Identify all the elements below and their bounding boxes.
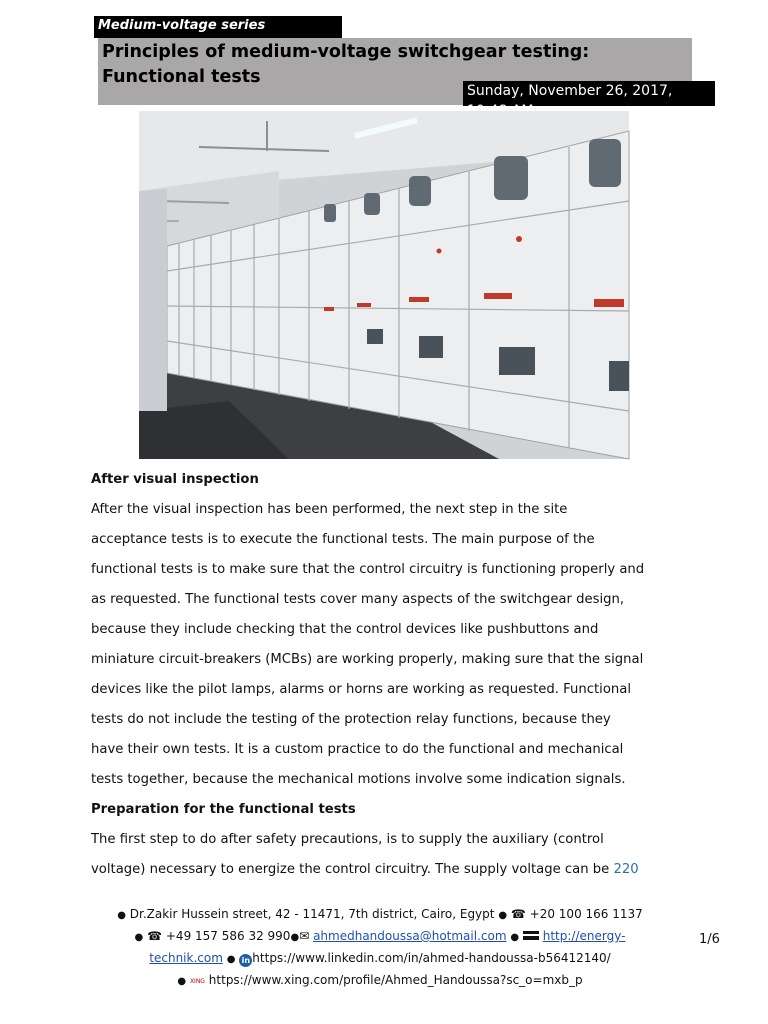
phone-number-2: +49 157 586 32 990 — [165, 929, 291, 943]
address-text: Dr.Zakir Hussein street, 42 - 11471, 7th district, Cairo, Egypt — [129, 907, 495, 921]
website-link-part-2[interactable]: technik.com — [149, 951, 223, 965]
paragraph-text: voltage) necessary to energize the control circuitry. The supply voltage can be — [91, 862, 614, 877]
phone-icon: ☎ — [147, 929, 163, 943]
bullet-icon: ● — [177, 976, 187, 987]
footer-line-2 — [80, 926, 680, 948]
paragraph-line: acceptance tests is to execute the functional tests. The main purpose of the — [91, 532, 595, 547]
bullet-icon: ● — [134, 932, 144, 943]
paragraph-line: as requested. The functional tests cover many aspects of the switchgear design, — [91, 592, 625, 607]
xing-icon: XING — [189, 978, 205, 985]
paragraph-line: functional tests is to make sure that the control circuitry is functioning properly and — [91, 562, 645, 577]
page-title-line-2: Functional tests — [102, 67, 261, 87]
paragraph-line: tests together, because the mechanical motions involve some indication signals. — [91, 772, 626, 787]
voltage-link[interactable]: 220 — [613, 862, 639, 877]
paragraph-line: miniature circuit-breakers (MCBs) are working properly, making sure that the signal — [91, 652, 644, 667]
linkedin-url[interactable]: https://www.linkedin.com/in/ahmed-handoussa-b56412140/ — [252, 951, 611, 965]
page-footer — [80, 904, 680, 992]
paragraph-line: have their own tests. It is a custom practice to do the functional and mechanical — [91, 742, 624, 757]
envelope-icon: ✉ — [299, 929, 310, 943]
section-heading: Preparation for the functional tests — [91, 802, 356, 817]
business-card-icon — [523, 931, 539, 940]
paragraph-line — [91, 855, 691, 885]
website-link-part-1[interactable]: http://energy- — [542, 929, 626, 943]
series-label: Medium-voltage series — [94, 16, 342, 38]
page-number: 1/6 — [699, 932, 720, 947]
phone-icon: ☎ — [510, 907, 526, 921]
bullet-icon: ● — [290, 932, 300, 943]
article-body — [91, 465, 691, 885]
page-title-line-1: Principles of medium-voltage switchgear testing: — [102, 42, 590, 62]
paragraph-line: tests do not include the testing of the protection relay functions, because they — [91, 712, 611, 727]
paragraph-line: because they include checking that the control devices like pushbuttons and — [91, 622, 599, 637]
phone-number-1: +20 100 166 1137 — [529, 907, 643, 921]
date-stamp: Sunday, November 26, 2017, — [463, 81, 715, 106]
xing-url[interactable]: https://www.xing.com/profile/Ahmed_Handoussa?sc_o=mxb_p — [208, 973, 583, 987]
bullet-icon: ● — [510, 932, 520, 943]
email-link[interactable]: ahmedhandoussa@hotmail.com — [313, 929, 507, 943]
footer-line-3 — [80, 948, 680, 970]
footer-line-1 — [80, 904, 680, 926]
paragraph-line: The first step to do after safety precautions, is to supply the auxiliary (control — [91, 832, 604, 847]
section-heading: After visual inspection — [91, 472, 259, 487]
paragraph-line: After the visual inspection has been performed, the next step in the site — [91, 502, 568, 517]
bullet-icon: ● — [117, 910, 126, 921]
bullet-icon: ● — [226, 954, 236, 965]
switchgear-photo — [139, 111, 629, 459]
paragraph-line: devices like the pilot lamps, alarms or horns are working as requested. Functional — [91, 682, 631, 697]
bullet-icon: ● — [498, 910, 508, 921]
linkedin-icon: in — [239, 954, 252, 967]
footer-line-4 — [80, 970, 680, 992]
